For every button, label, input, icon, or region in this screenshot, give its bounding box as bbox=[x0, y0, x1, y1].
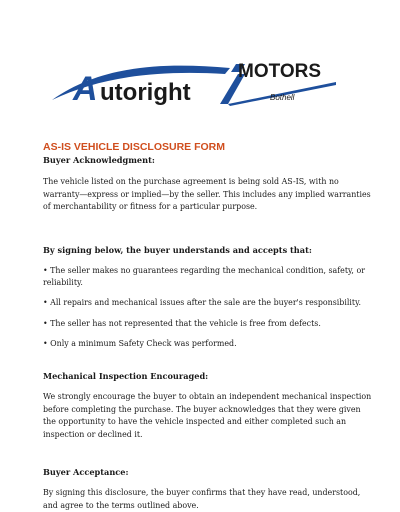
logo-location-text: Bothell bbox=[270, 93, 295, 102]
logo-graphic bbox=[40, 44, 340, 114]
form-title: AS-IS VEHICLE DISCLOSURE FORM bbox=[43, 141, 226, 153]
inspection-heading: Mechanical Inspection Encouraged: bbox=[43, 371, 209, 381]
logo-brand-text: utoright bbox=[100, 79, 191, 106]
logo-motors-text: MOTORS bbox=[238, 61, 322, 82]
terms-list-item: • All repairs and mechanical issues after the sale are the buyer's responsibility. bbox=[43, 298, 361, 307]
acceptance-text: By signing this disclosure, the buyer confirms that they have read, understood, and agree to the terms outlined above. bbox=[43, 488, 361, 510]
terms-list-item: • Only a minimum Safety Check was performed. bbox=[43, 339, 237, 348]
terms-list-item: • The seller makes no guarantees regarding the mechanical condition, safety, or reliability. bbox=[43, 265, 365, 287]
terms-list bbox=[43, 265, 373, 351]
autoright-motors-logo bbox=[40, 44, 340, 114]
acknowledgment-text: The vehicle listed on the purchase agreement is being sold AS-IS, with no warranty—express or implied—by the seller. This includes any implied warranties of merchantability or fitness for a particular purpose. bbox=[43, 177, 371, 211]
acknowledgment-heading: Buyer Acknowledgment: bbox=[43, 155, 155, 165]
inspection-text: We strongly encourage the buyer to obtain an independent mechanical inspection before completing the purchase. The buyer acknowledges that they were given the opportunity to have the vehicle inspected and either completed such an inspection or declined it. bbox=[43, 392, 372, 439]
logo-brand-initial: A bbox=[73, 70, 98, 108]
terms-list-item: • The seller has not represented that the vehicle is free from defects. bbox=[43, 318, 321, 328]
disclosure-form bbox=[43, 140, 373, 512]
acceptance-heading: Buyer Acceptance: bbox=[43, 467, 129, 477]
signing-heading: By signing below, the buyer understands and accepts that: bbox=[43, 244, 312, 255]
